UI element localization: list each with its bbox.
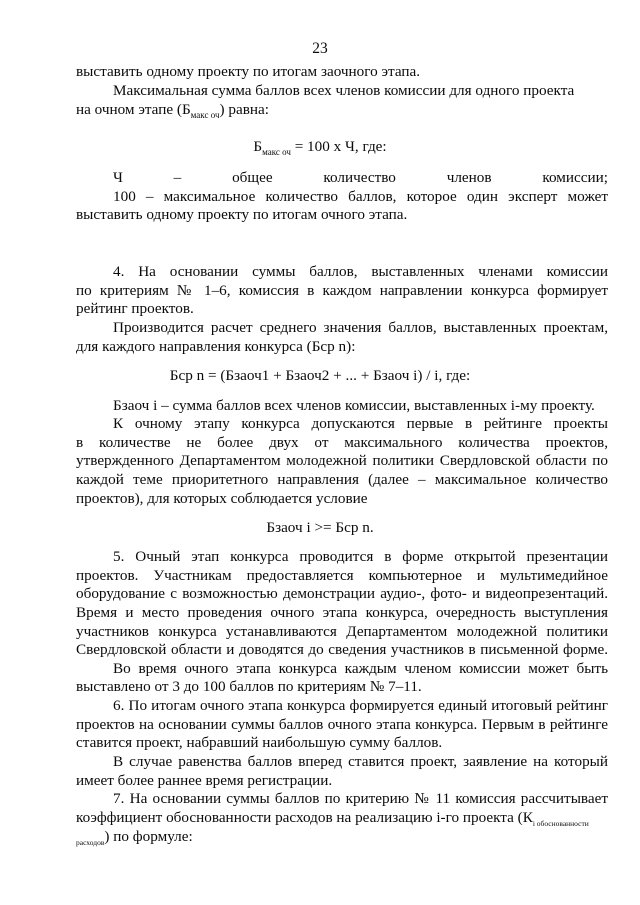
formula-max-score xyxy=(0,137,640,162)
formula-average-score: Бср n = (Бзаоч1 + Бзаоч2 + ... + Бзаоч i) / i, где: xyxy=(169,367,471,384)
text-span: Максимальная сумма баллов всех членов комиссии для одного проекта xyxy=(113,82,575,99)
formula-condition: Бзаоч i >= Бср n. xyxy=(266,519,374,536)
text-line xyxy=(76,100,608,125)
text-line: оборудование с возможностью демонстрации аудио-, фото- и видеопрезентаций. xyxy=(76,585,608,602)
text-line: выставить одному проекту по итогам очного этапа. xyxy=(76,206,408,223)
text-span: коэффициент обоснованности расходов на реализацию i-го проекта (К xyxy=(76,809,533,826)
text-line xyxy=(76,827,608,852)
subscript: макс оч xyxy=(262,147,291,158)
text-line: Ч – общее количество членов комиссии; xyxy=(113,169,608,186)
text-line: имеет более раннее время регистрации. xyxy=(76,772,333,789)
text-line: 4. На основании суммы баллов, выставленных членами комиссии xyxy=(113,263,608,280)
text-line: Время и место проведения очного этапа конкурса, очередность выступления xyxy=(76,604,608,621)
text-line: выставить одному проекту по итогам заочного этапа. xyxy=(76,63,421,80)
text-line: ставится проект, набравший наибольшую сумму баллов. xyxy=(76,734,443,751)
text-line: Свердловской области и доводятся до сведения участников в письменной форме. xyxy=(76,641,608,658)
subscript: расходов xyxy=(76,838,105,848)
text-line: Во время очного этапа конкурса каждым членом комиссии может быть xyxy=(113,660,608,677)
text-line: утвержденного Департаментом молодежной политики Свердловской области по xyxy=(76,452,608,469)
text-line: 100 – максимальное количество баллов, которое один эксперт может xyxy=(113,188,608,205)
text-line: рейтинг проектов. xyxy=(76,300,194,317)
text-line: в количестве не более двух от максимального количества проектов, xyxy=(76,434,608,451)
text-span: на очном этапе (Б xyxy=(76,101,191,118)
text-span: ) равна: xyxy=(219,101,269,118)
subscript: i обоснованности xyxy=(532,819,589,829)
text-line xyxy=(113,81,608,100)
text-line: выставлено от 3 до 100 баллов по критериям № 7–11. xyxy=(76,678,422,695)
text-line: каждой теме приоритетного направления (далее – максимальное количество xyxy=(76,471,608,488)
text-line: 6. По итогам очного этапа конкурса формируется единый итоговый рейтинг xyxy=(113,697,608,714)
text-line: проектов на основании суммы баллов очного этапа конкурса. Первым в рейтинге xyxy=(76,716,608,733)
text-line: 7. На основании суммы баллов по критерию № 11 комиссия рассчитывает xyxy=(113,790,608,807)
text-line: проектов), для которых соблюдается условие xyxy=(76,490,368,507)
text-line: В случае равенства баллов вперед ставится проект, заявление на который xyxy=(113,753,608,770)
text-line: по критериям № 1–6, комиссия в каждом направлении конкурса формирует xyxy=(76,282,608,299)
text-line: проектов. Участникам предоставляется компьютерное и мультимедийное xyxy=(76,567,608,584)
text-span: ) по формуле: xyxy=(104,828,193,845)
text-line: 5. Очный этап конкурса проводится в форме открытой презентации xyxy=(113,548,608,565)
text-line: К очному этапу конкурса допускаются первые в рейтинге проекты xyxy=(113,415,608,432)
text-span: = 100 х Ч, где: xyxy=(290,138,387,155)
text-span: Б xyxy=(253,138,263,155)
page-number: 23 xyxy=(312,40,328,57)
text-line: Производится расчет среднего значения баллов, выставленных проектам, xyxy=(113,319,608,336)
text-line: для каждого направления конкурса (Бср n): xyxy=(76,338,356,355)
subscript: макс оч xyxy=(190,110,220,121)
text-line: Бзаоч i – сумма баллов всех членов комиссии, выставленных i-му проекту. xyxy=(113,397,595,414)
text-line: участников конкурса устанавливаются Департаментом молодежной политики xyxy=(76,623,608,640)
